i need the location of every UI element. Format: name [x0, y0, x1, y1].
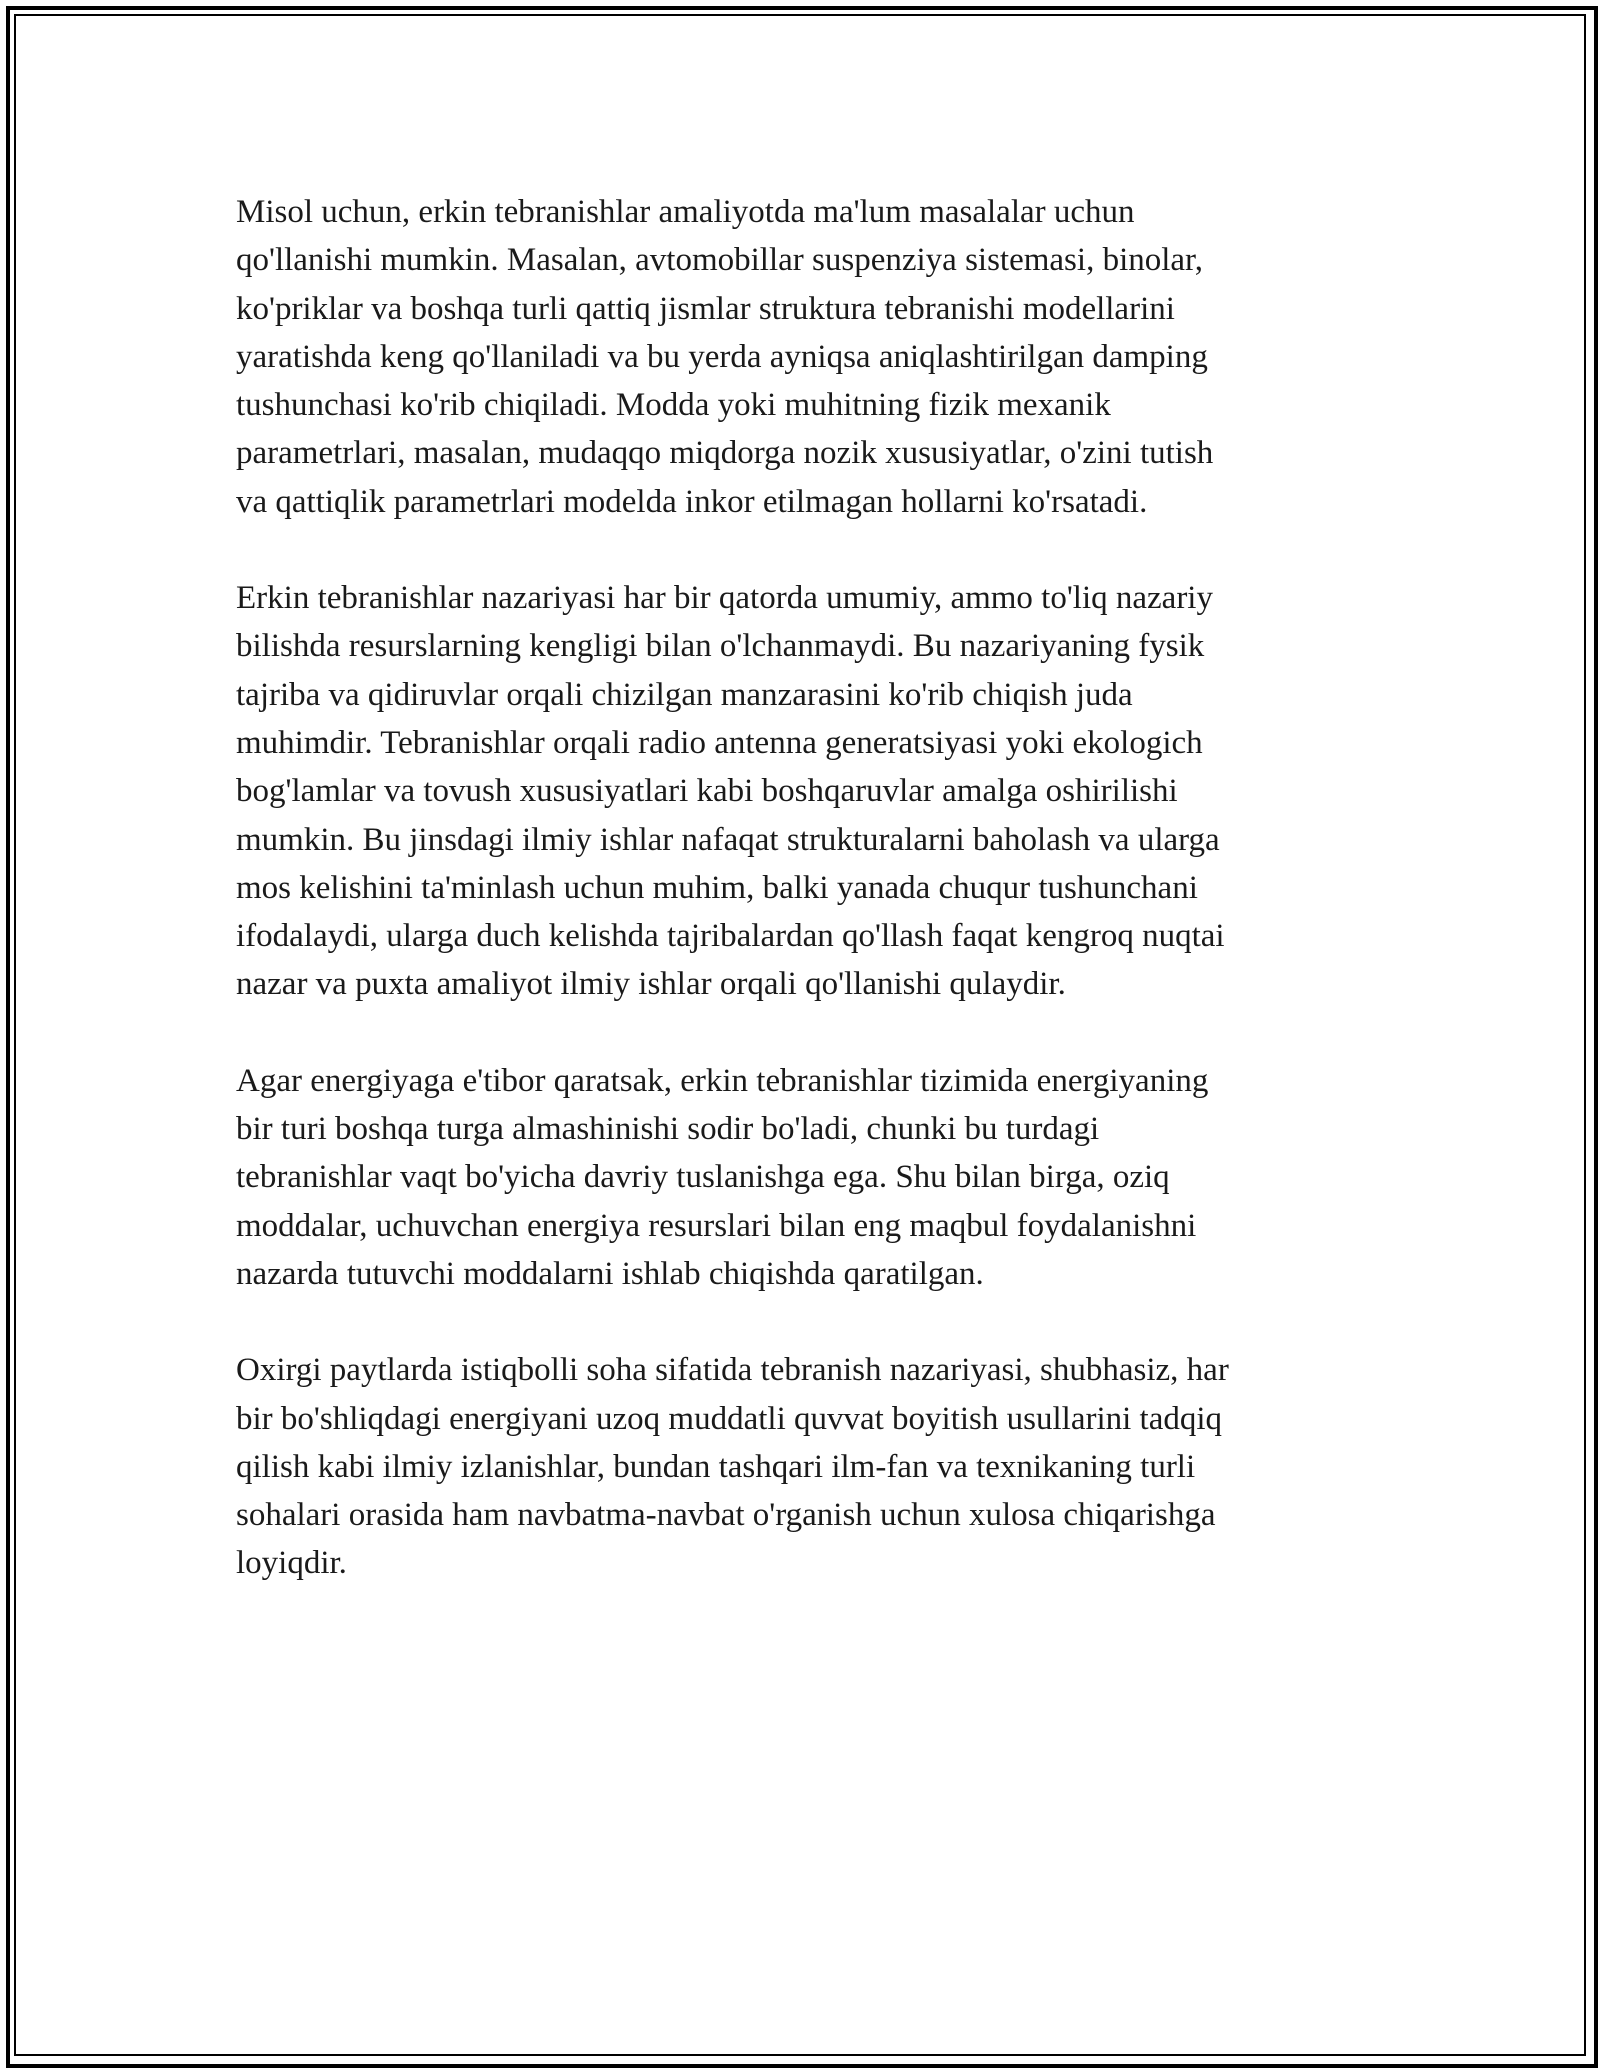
- paragraph-4: Oxirgi paytlarda istiqbolli soha sifatida tebranish nazariyasi, shubhasiz, har bir bo'shliqdagi energiyani uzoq muddatli quvvat boyitish usullarini tadqiq qilish kabi ilmiy izlanishlar, bundan tashqari ilm-fan va texnikaning turli sohalari orasida ham navbatma-navbat o'rganish uchun xulosa chiqarishga loyiqdir.: [236, 1352, 1229, 1582]
- paragraph-2: Erkin tebranishlar nazariyasi har bir qatorda umumiy, ammo to'liq nazariy bilishda resurslarning kengligi bilan o'lchanmaydi. Bu nazariyaning fysik tajriba va qidiruvlar orqali chizilgan manzarasini ko'rib chiqish juda muhimdir. Tebranishlar orqali radio antenna generatsiyasi yoki ekologich bog'lamlar va tovush xususiyatlari kabi boshqaruvlar amalga oshirilishi mumkin. Bu jinsdagi ilmiy ishlar nafaqat strukturalarni baholash va ularga mos kelishini ta'minlash uchun muhim, balki yanada chuqur tushunchani ifodalaydi, ularga duch kelishda tajribalardan qo'llash faqat kengroq nuqtai nazar va puxta amaliyot ilmiy ishlar orqali qo'llanishi qulaydir.: [236, 580, 1225, 1003]
- paragraph-3: Agar energiyaga e'tibor qaratsak, erkin tebranishlar tizimida energiyaning bir turi boshqa turga almashinishi sodir bo'ladi, chunki bu turdagi tebranishlar vaqt bo'yicha davriy tuslanishga ega. Shu bilan birga, oziq moddalar, uchuvchan energiya resurslari bilan eng maqbul foydalanishni nazarda tutuvchi moddalarni ishlab chiqishda qaratilgan.: [236, 1062, 1209, 1292]
- paragraph-1: Misol uchun, erkin tebranishlar amaliyotda ma'lum masalalar uchun qo'llanishi mumkin. Masalan, avtomobillar suspenziya sistemasi, binolar, ko'priklar va boshqa turli qattiq jismlar struktura tebranishi modellarini yaratishda keng qo'llaniladi va bu yerda ayniqsa aniqlashtirilgan damping tushunchasi ko'rib chiqiladi. Modda yoki muhitning fizik mexanik parametrlari, masalan, mudaqqo miqdorga nozik xususiyatlar, o'zini tutish va qattiqlik parametrlari modelda inkor etilmagan hollarni ko'rsatadi.: [236, 194, 1214, 520]
- document-body: [236, 188, 1364, 1636]
